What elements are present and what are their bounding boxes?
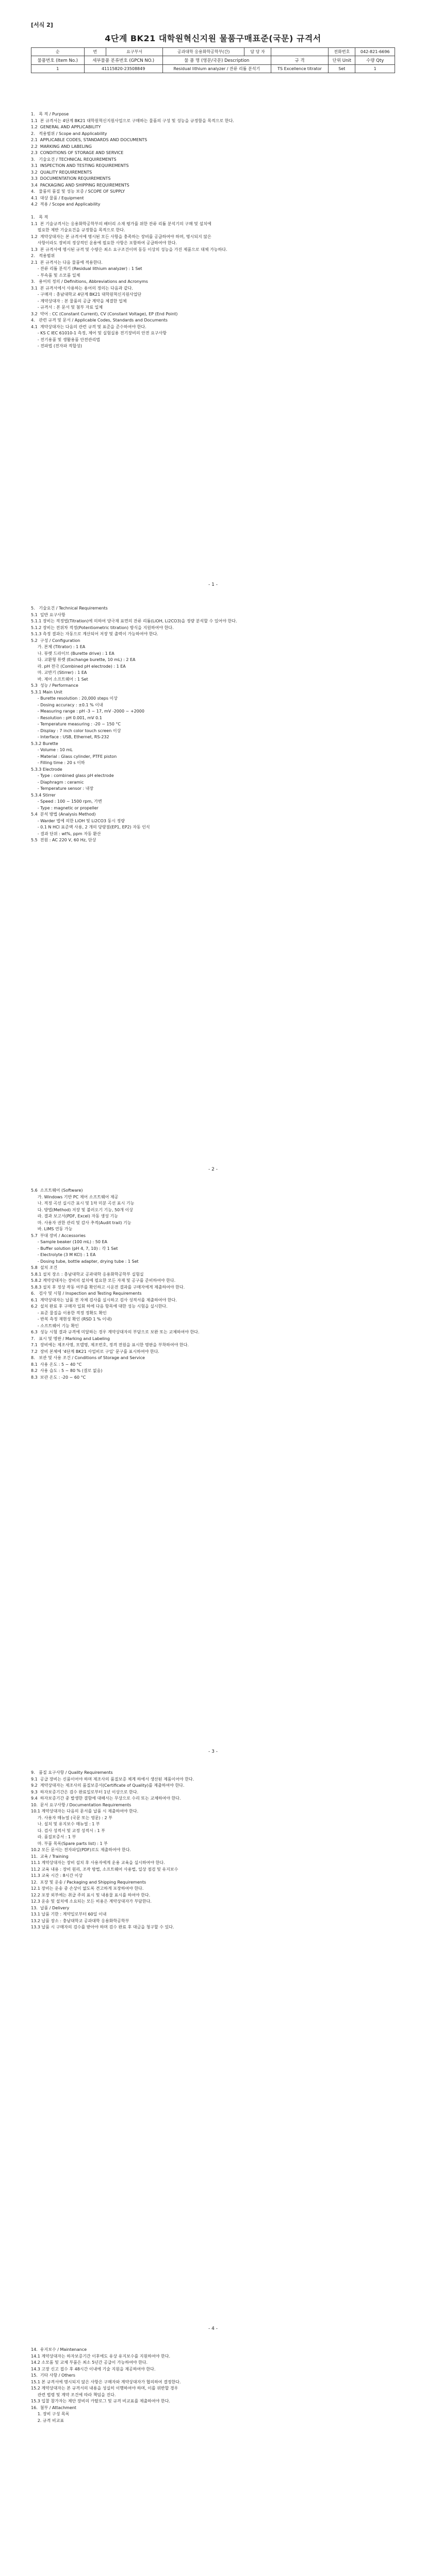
text-line: 2. 적용범위 / Scope and Applicability: [31, 131, 107, 136]
text-line: 4.2 적용 / Scope and Applicability: [31, 202, 101, 207]
text-line: 14. 유지보수 / Maintenance: [31, 2347, 87, 2352]
text-line: 11.3 교육 시간 : 8시간 이상: [31, 1873, 83, 1878]
text-line: - Material : Glass cylinder, PTFE piston: [31, 754, 117, 759]
page-number: - 2 -: [208, 1167, 218, 1172]
text-line: 5.8.3 설치 후 정상 작동 여부를 확인하고 시운전 결과를 구매자에게 제출하여야 한다.: [31, 1284, 185, 1290]
text-line: 11. 교육 / Training: [31, 1854, 69, 1859]
info-header-row: [31, 56, 395, 65]
text-line: 3.3 DOCUMENTATION REQUIREMENTS: [31, 176, 111, 181]
text-line: 11.1 계약상대자는 장비 설치 후 사용자에게 운용 교육을 실시하여야 한다.: [31, 1860, 165, 1865]
text-line: 3. 용어의 정의 / Definitions, Abbreviations and Acronyms: [31, 279, 148, 284]
manager-label: 담 당 자: [244, 48, 271, 56]
manager-value: [271, 48, 328, 56]
text-line: 2.3 CONDITIONS OF STORAGE AND SERVICE: [31, 150, 124, 155]
text-line: [31, 208, 395, 215]
text-line: 14.2 소모품 및 교체 부품은 최소 5년간 공급이 가능하여야 한다.: [31, 2360, 148, 2365]
text-line: 6.1 계약상대자는 납품 전 자체 검사를 실시하고 검사 성적서를 제출하여야 한다.: [31, 1297, 177, 1302]
text-line: 마. 사용자 권한 관리 및 감사 추적(Audit trail) 기능: [31, 1220, 132, 1225]
text-line: 6. 검사 및 시험 / Inspection and Testing Requirements: [31, 1291, 142, 1296]
text-line: 15.1 본 규격서에 명시되지 않은 사항은 구매자와 계약상대자가 협의하여 결정한다.: [31, 2379, 181, 2384]
text-line: 8.2 사용 습도 : 5 ~ 80 % (결로 없음): [31, 1368, 103, 1373]
text-line: 5. 기술요건 / Technical Requirements: [31, 606, 108, 611]
text-line: 가. 사용자 매뉴얼 (국문 또는 영문) : 2 부: [31, 1815, 112, 1820]
text-line: 필요한 제반 기술요건을 규정함을 목적으로 한다.: [31, 228, 125, 232]
text-line: 다. 방법(Method) 저장 및 불러오기 기능, 50개 이상: [31, 1207, 133, 1212]
text-line: 5.3.4 Stirrer: [31, 792, 56, 798]
text-line: - Dosing tube, bottle adapter, drying tube : 1 Set: [31, 1259, 139, 1264]
page-3-body: [31, 1188, 395, 1381]
text-line: - Burette resolution : 20,000 steps 이상: [31, 696, 118, 701]
text-line: - KS C IEC 61010-1 측정, 제어 및 실험실용 전기장비의 안전 요구사항: [31, 331, 167, 335]
seq-label: 순: [31, 48, 85, 56]
text-line: 3.2 약어 : CC (Constant Current), CV (Constant Voltage), EP (End Point): [31, 311, 178, 316]
text-line: - 잔류 리튬 분석기 (Residual lithium analyzer) : 1 Set: [31, 266, 142, 271]
text-line: 13.3 납품 시 구매자의 검수를 받아야 하며 검수 완료 후 대금을 청구할 수 있다.: [31, 1925, 174, 1929]
text-line: 9.3 하자보증기간은 검수 완료일로부터 1년 이상으로 한다.: [31, 1789, 139, 1794]
text-line: 마. 교반기 (Stirrer) : 1 EA: [31, 670, 87, 675]
text-line: - Speed : 100 ~ 1500 rpm, 가변: [31, 799, 102, 804]
cell-description: Residual lithium analyzer / 잔류 리튬 분석기: [162, 65, 271, 73]
text-line: 13.1 납품 기한 : 계약일로부터 60일 이내: [31, 1912, 107, 1917]
text-line: 3.2 QUALITY REQUIREMENTS: [31, 170, 92, 175]
form-label: [서식 2]: [31, 22, 53, 28]
text-line: 라. pH 전극 (Combined pH electrode) : 1 EA: [31, 664, 126, 669]
text-line: 14.3 고장 신고 접수 후 48시간 이내에 기술 지원을 제공하여야 한다.: [31, 2366, 156, 2371]
text-line: - Measuring range : pH -3 ~ 17, mV -2000 ~ +2000: [31, 709, 144, 714]
text-line: 5.8 설치 조건: [31, 1265, 58, 1270]
text-line: 바. 제어 소프트웨어 : 1 Set: [31, 676, 88, 682]
text-line: 8. 보관 및 사용 조건 / Conditions of Storage and Service: [31, 1355, 145, 1360]
text-line: - Interface : USB, Ethernet, RS-232: [31, 735, 109, 739]
text-line: 가. 본체 (Titrator) : 1 EA: [31, 645, 86, 649]
text-line: - 반복 측정 재현성 확인 (RSD 1 % 이내): [31, 1317, 112, 1321]
text-line: - 규격서 : 본 문서 및 첨부 자료 일체: [31, 305, 103, 310]
text-line: - Temperature measuring : -20 ~ 150 °C: [31, 722, 121, 726]
text-line: 3.4 PACKAGING AND SHIPPING REQUIREMENTS: [31, 182, 129, 188]
text-line: 8.1 사용 온도 : 5 ~ 40 °C: [31, 1362, 82, 1367]
text-line: 사항이라도 장비의 정상적인 운용에 필요한 사항은 포함하여 공급하여야 한다.: [31, 241, 177, 245]
text-line: 15.2 계약상대자는 본 규격서의 내용을 성실히 이행하여야 하며, 이를 위반할 경우: [31, 2386, 178, 2391]
page-5-body: [31, 2347, 395, 2424]
text-line: - 소프트웨어 기능 확인: [31, 1323, 79, 1328]
document-title: 4단계 BK21 대학원혁신지원 물품구매표준(국문) 규격서: [105, 33, 321, 43]
text-line: - Diaphragm : ceramic: [31, 779, 84, 785]
text-line: 7.2 장비 본체에 '4단계 BK21 사업비로 구입' 문구를 표시하여야 한다.: [31, 1349, 159, 1354]
text-line: 바. LIMS 연동 가능: [31, 1227, 73, 1231]
info-row-dept: [31, 48, 395, 56]
text-line: 나. 뷰렛 드라이브 (Burette drive) : 1 EA: [31, 651, 114, 656]
text-line: 5.3.3 Electrode: [31, 767, 62, 772]
text-line: 9.4 하자보증기간 중 발생한 결함에 대해서는 무상으로 수리 또는 교체하여야 한다.: [31, 1796, 181, 1801]
text-line: - Display : 7 inch color touch screen 이상: [31, 728, 121, 733]
text-line: 1.1 본 규격서는 4단계 BK21 대학원혁신지원사업으로 구매하는 물품의 구성 및 성능을 규정함을 목적으로 한다.: [31, 118, 234, 123]
text-line: 5.4 분석 방법 (Analysis Method): [31, 812, 96, 817]
page-number: - 3 -: [208, 1749, 218, 1754]
text-line: 4.1 대상 물품 / Equipment: [31, 195, 84, 200]
text-line: 다. 검사 성적서 및 교정 성적서 : 1 부: [31, 1828, 105, 1833]
text-line: 5.8.1 설치 장소 : 충남대학교 공과대학 응용화학공학부 실험실: [31, 1272, 144, 1277]
text-line: - 구매자 : 충남대학교 4단계 BK21 대학원혁신지원사업단: [31, 292, 142, 297]
dept-label: 요구부서: [106, 48, 163, 56]
text-line: 1.2 GENERAL AND APPLICABILITY: [31, 125, 101, 129]
cell-spec: TS Excellence titrator: [271, 65, 328, 73]
text-line: 15. 기타 사항 / Others: [31, 2373, 75, 2378]
text-line: 나. 설치 및 유지보수 매뉴얼 : 1 부: [31, 1822, 100, 1826]
text-line: 9.1 공급 장비는 신품이어야 하며 제조사의 품질보증 체계 하에서 생산된 제품이어야 한다.: [31, 1776, 194, 1782]
text-line: 9. 품질 요구사항 / Quality Requirements: [31, 1770, 113, 1775]
text-line: 4. 관련 규격 및 문서 / Applicable Codes, Standards and Documents: [31, 318, 168, 323]
text-line: - Volume : 10 mL: [31, 748, 73, 752]
seq-value: 번: [84, 48, 106, 56]
cell-gpcn: 41115820-23508849: [84, 65, 162, 73]
page-2: [31, 605, 395, 1177]
header-spec: 규 격: [271, 56, 328, 65]
text-line: 10.1 계약상대자는 다음의 문서를 납품 시 제출하여야 한다.: [31, 1809, 139, 1814]
text-line: 12. 포장 및 운송 / Packaging and Shipping Requirements: [31, 1879, 146, 1885]
text-line: - Filling time : 20 s 이하: [31, 760, 85, 765]
phone-label: 전화번호: [329, 48, 355, 56]
text-line: - Type : magnetic or propeller: [31, 805, 99, 810]
text-line: - 전기용품 및 생활용품 안전관리법: [31, 337, 100, 342]
cell-qty: 1: [355, 65, 395, 73]
text-line: 10.2 모든 문서는 전자파일(PDF)로도 제출하여야 한다.: [31, 1848, 132, 1852]
text-line: 6.2 설치 완료 후 구매자 입회 하에 다음 항목에 대한 성능 시험을 실시한다.: [31, 1304, 168, 1309]
text-line: 8.3 보관 온도 : -20 ~ 60 °C: [31, 1375, 86, 1380]
text-line: 3.1 본 규격서에서 사용하는 용어의 정의는 다음과 같다.: [31, 285, 133, 291]
text-line: 5.3.2 Burette: [31, 741, 58, 746]
text-line: 12.2 포장 외부에는 취급 주의 표시 및 내용물 표시를 하여야 한다.: [31, 1892, 151, 1897]
text-line: - 전파법 (전자파 적합성): [31, 344, 83, 348]
text-line: 1. 목 적 / Purpose: [31, 112, 69, 116]
text-line: 5.1.3 측정 결과는 자동으로 계산되어 저장 및 출력이 가능하여야 한다.: [31, 632, 158, 636]
text-line: - Warder 법에 의한 LiOH 및 Li2CO3 동시 정량: [31, 818, 125, 823]
header-item-no: 물품번호 (Item No.): [31, 56, 85, 65]
text-line: 다. 교환형 뷰렛 (Exchange burette, 10 mL) : 2 EA: [31, 657, 136, 662]
cell-item-no: 1: [31, 65, 85, 73]
text-line: 9.2 계약상대자는 제조사의 품질보증서(Certificate of Quality)를 제출하여야 한다.: [31, 1783, 185, 1788]
text-line: 13.2 납품 장소 : 충남대학교 공과대학 응용화학공학부: [31, 1918, 129, 1923]
text-line: - Electrolyte (3 M KCl) : 1 EA: [31, 1252, 96, 1257]
text-line: - 부속품 및 소모품 일체: [31, 273, 80, 278]
header-qty: 수량 Qty: [355, 56, 395, 65]
text-line: - Dosing accuracy : ±0.1 % 이내: [31, 702, 103, 707]
text-line: 3.1 INSPECTION AND TESTING REQUIREMENTS: [31, 163, 129, 168]
text-line: 2. 규격 비교표: [31, 2418, 64, 2423]
text-line: 5.6 소프트웨어 (Software): [31, 1188, 83, 1193]
header-gpcn: 세부물품 분류번호 (GPCN NO.): [84, 56, 162, 65]
text-line: - Temperature sensor : 내장: [31, 786, 94, 791]
text-line: 5.1 일반 요구사항: [31, 612, 65, 617]
header-unit: 단위 Unit: [329, 56, 355, 65]
info-table: [31, 47, 395, 73]
text-line: 7.1 장비에는 제조사명, 모델명, 제조번호, 정격 전원을 표시한 명판을 부착하여야 한다.: [31, 1343, 189, 1347]
text-line: 1.1 본 기술규격서는 응용화학공학부의 배터리 소재 평가를 위한 잔류 리튬 분석기의 구매 및 설치에: [31, 221, 211, 226]
text-line: 13. 납품 / Delivery: [31, 1905, 70, 1910]
text-line: - 계약상대자 : 본 물품의 공급 계약을 체결한 업체: [31, 298, 127, 303]
cell-unit: Set: [329, 65, 355, 73]
text-line: 10. 문서 요구사항 / Documentation Requirements: [31, 1802, 132, 1807]
item-row: [31, 65, 395, 73]
text-line: 4.1 계약상대자는 다음의 관련 규격 및 표준을 준수하여야 한다.: [31, 324, 146, 329]
text-line: 5.7 부대 장비 / Accessories: [31, 1233, 86, 1238]
page-number: - 1 -: [208, 582, 218, 587]
text-line: 라. 품질보증서 : 1 부: [31, 1835, 76, 1839]
text-line: 7. 표시 및 명판 / Marking and Labeling: [31, 1336, 110, 1341]
text-line: 4. 물품의 품질 및 성능 보증 / SCOPE OF SUPPLY: [31, 189, 125, 194]
text-line: 5.5 전원 : AC 220 V, 60 Hz, 단상: [31, 838, 96, 842]
text-line: - Buffer solution (pH 4, 7, 10) : 각 1 Set: [31, 1246, 118, 1251]
text-line: 2. 적용범위: [31, 253, 55, 258]
text-line: 마. 부품 목록(Spare parts list) : 1 부: [31, 1841, 108, 1846]
page-1-body: [31, 111, 395, 350]
page-2-body: [31, 605, 395, 844]
text-line: - 표준 물질을 이용한 적정 정확도 확인: [31, 1310, 107, 1315]
text-line: 1.3 본 규격서에 명시된 규격 및 수량은 최소 요구조건이며 동등 이상의 성능을 가진 제품으로 대체 가능하다.: [31, 247, 227, 252]
text-line: 라. 결과 보고서(PDF, Excel) 자동 생성 기능: [31, 1214, 118, 1218]
text-line: 2.1 본 규격서는 다음 물품에 적용한다.: [31, 260, 103, 265]
text-line: - 결과 단위 : wt%, ppm 자동 환산: [31, 831, 101, 836]
page-3: [31, 1188, 395, 1759]
text-line: 2.1 APPLICABLE CODES, STANDARDS AND DOCUMENTS: [31, 138, 148, 142]
text-line: - Type : combined glass pH electrode: [31, 773, 114, 778]
text-line: 6.3 성능 시험 결과 규격에 미달하는 경우 계약상대자의 부담으로 보완 또는 교체하여야 한다.: [31, 1330, 200, 1334]
text-line: 5.2 구성 / Configuration: [31, 638, 80, 643]
text-line: 관련 법령 및 계약 조건에 따라 책임을 진다.: [31, 2392, 116, 2397]
dept-value: 공과대학 응용화학공학부(간): [162, 48, 244, 56]
text-line: 3. 기술요건 / TECHNICAL REQUIREMENTS: [31, 157, 117, 162]
text-line: - Sample beaker (100 mL) : 50 EA: [31, 1240, 108, 1244]
text-line: 5.3 성능 / Performance: [31, 683, 78, 688]
text-line: 나. 적정 곡선 실시간 표시 및 1차 미분 곡선 표시 기능: [31, 1201, 135, 1206]
page-4-body: [31, 1770, 395, 1931]
text-line: 1.2 계약상대자는 본 규격서에 명시된 모든 사항을 충족하는 장비를 공급하여야 하며, 명시되지 않은: [31, 234, 211, 239]
text-line: 12.1 장비는 운송 중 손상이 없도록 견고하게 포장하여야 한다.: [31, 1886, 144, 1891]
header-description: 물 품 명 (영문/국문) Description: [162, 56, 271, 65]
text-line: 1. 장비 구성 목록: [31, 2412, 70, 2416]
text-line: 14.1 계약상대자는 하자보증기간 이후에도 유상 유지보수를 지원하여야 한다.: [31, 2353, 170, 2359]
text-line: 16. 첨부 / Attachment: [31, 2405, 76, 2410]
page-5: [31, 2347, 395, 2576]
text-line: - 0.1 N HCl 표준액 사용, 2 개의 당량점(EP1, EP2) 자동 인식: [31, 825, 150, 829]
page-4: [31, 1770, 395, 2336]
page-1: [31, 21, 395, 592]
text-line: 가. Windows 기반 PC 제어 소프트웨어 제공: [31, 1194, 119, 1199]
phone-value: 042-821-6696: [355, 48, 395, 56]
text-line: 5.1.1 장비는 적정법(Titration)에 의하여 양극재 표면의 잔류 리튬(LiOH, Li2CO3)을 정량 분석할 수 있어야 한다.: [31, 619, 237, 623]
text-line: 12.3 운송 및 설치에 소요되는 모든 비용은 계약상대자가 부담한다.: [31, 1899, 152, 1904]
text-line: 5.3.1 Main Unit: [31, 689, 62, 694]
text-line: 11.2 교육 내용 : 장비 원리, 조작 방법, 소프트웨어 사용법, 일상 점검 및 유지보수: [31, 1867, 178, 1872]
text-line: 15.3 입찰 참가자는 제안 장비의 카탈로그 및 규격 비교표를 제출하여야 한다.: [31, 2399, 170, 2403]
text-line: 5.1.2 장비는 전위차 적정(Potentiometric titration) 방식을 지원하여야 한다.: [31, 625, 174, 630]
page-number: - 4 -: [208, 2326, 218, 2331]
text-line: - Resolution : pH 0.001, mV 0.1: [31, 715, 102, 720]
text-line: 5.8.2 계약상대자는 장비의 설치에 필요한 모든 자재 및 공구를 준비하여야 한다.: [31, 1278, 176, 1283]
text-line: 2.2 MARKING AND LABELING: [31, 144, 92, 149]
text-line: 1. 목 적: [31, 215, 48, 219]
